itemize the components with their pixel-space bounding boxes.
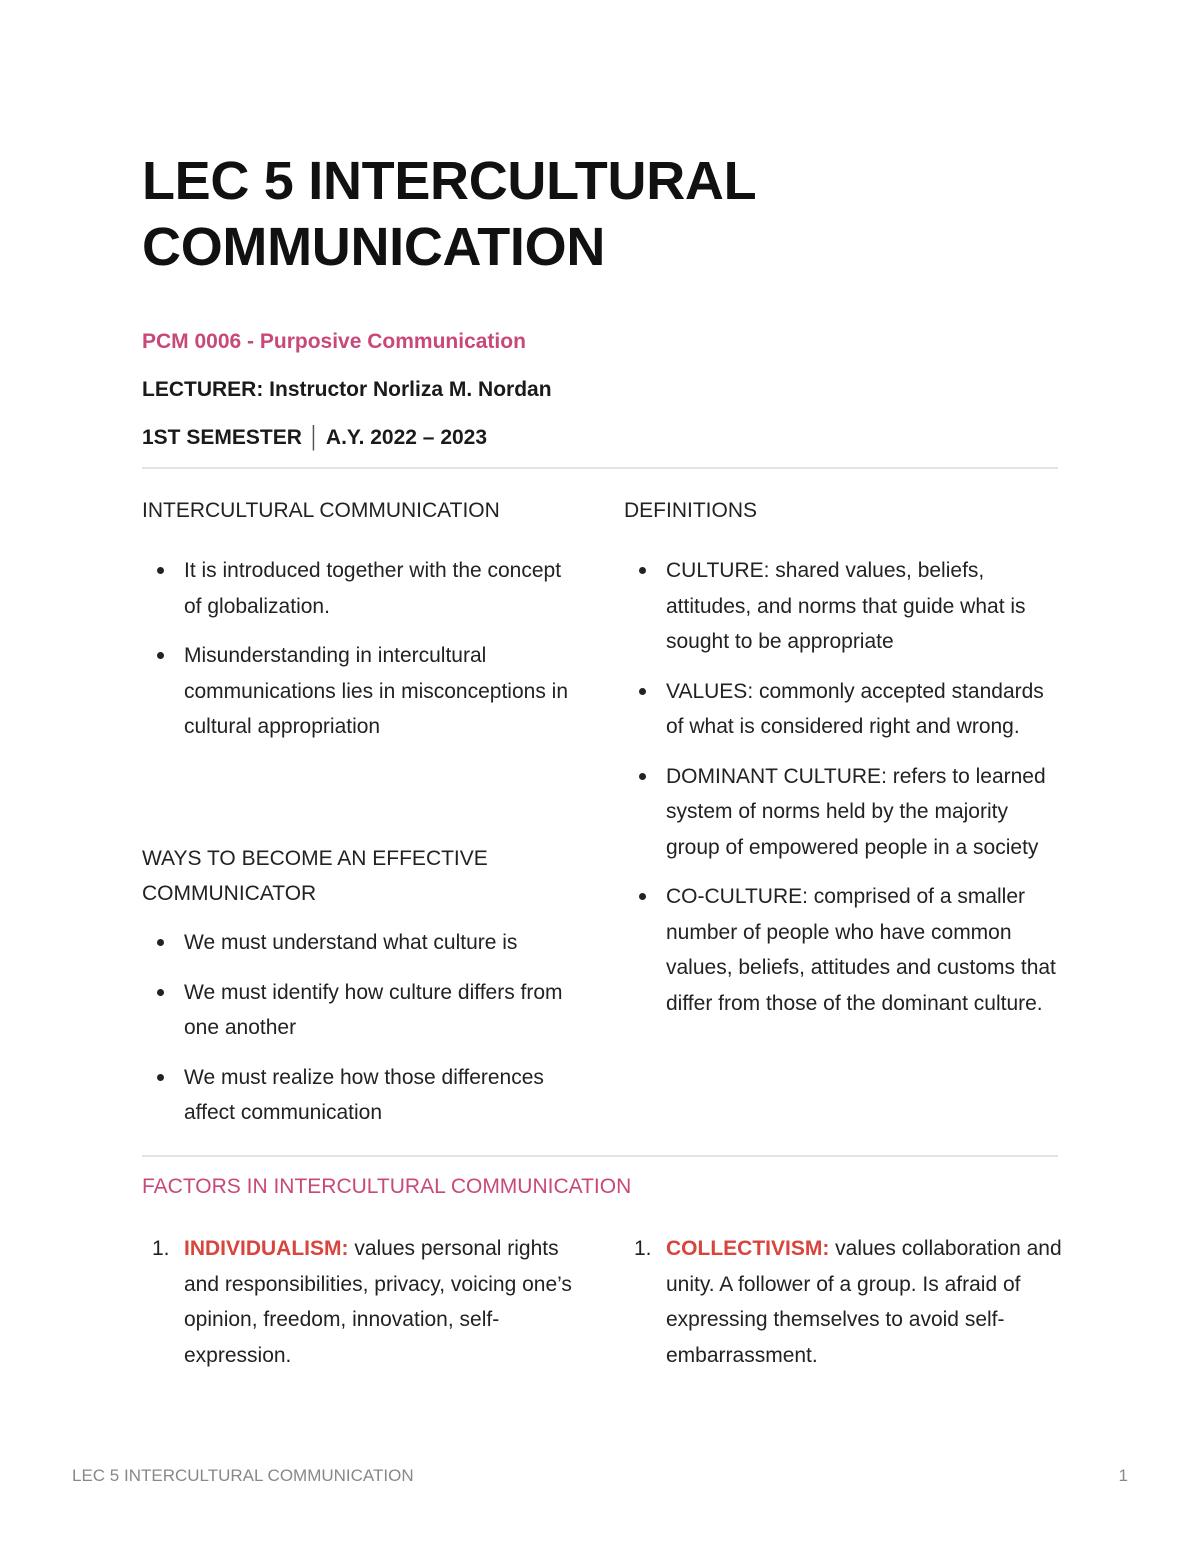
factor-description: values collaboration and unity. A follower of a group. Is afraid of expressing themselves to avoid self-embarrassment. [666, 1237, 1062, 1367]
factor-description: values personal rights and responsibilities, privacy, voicing one’s opinion, freedom, innovation, self- expression. [184, 1237, 572, 1367]
academic-year: A.Y. 2022 – 2023 [325, 426, 488, 449]
factor-collectivism [624, 1231, 1064, 1373]
divider [142, 467, 1058, 469]
factor-term: COLLECTIVISM: [666, 1237, 830, 1260]
section-heading-factors: FACTORS IN INTERCULTURAL COMMUNICATION [142, 1175, 632, 1198]
intercultural-list [142, 553, 582, 745]
section-heading-definitions: DEFINITIONS [624, 499, 758, 522]
divider [142, 1155, 1058, 1157]
list-item: We must identify how culture differs from one another [142, 975, 582, 1046]
factor-individualism [142, 1231, 582, 1373]
course-subject: PCM 0006 - Purposive Communication [142, 330, 526, 353]
factors-list-left [142, 1231, 582, 1373]
list-item: We must realize how those differences affect communication [142, 1060, 582, 1131]
list-number: 1. [634, 1237, 652, 1260]
list-item [624, 1231, 1064, 1373]
list-number: 1. [152, 1237, 170, 1260]
ways-list [142, 925, 582, 1131]
semester-line [142, 426, 487, 450]
semester-separator: │ [307, 426, 321, 449]
list-item: It is introduced together with the concept of globalization. [142, 553, 582, 624]
factors-list-right [624, 1231, 1064, 1373]
footer-title: LEC 5 INTERCULTURAL COMMUNICATION [72, 1466, 414, 1485]
definitions-section [624, 493, 1064, 1035]
lecturer-name: Instructor Norliza M. Nordan [269, 378, 552, 401]
lecturer-label: LECTURER: [142, 378, 264, 401]
lecturer-line [142, 378, 552, 402]
list-item: DOMINANT CULTURE: refers to learned system of norms held by the majority group of empowered people in a society [624, 759, 1064, 866]
list-item: Misunderstanding in intercultural communications lies in misconceptions in cultural appropriation [142, 638, 582, 745]
page-title: LEC 5 INTERCULTURAL COMMUNICATION [142, 151, 756, 277]
list-item: VALUES: commonly accepted standards of what is considered right and wrong. [624, 674, 1064, 745]
page-number: 1 [1118, 1466, 1128, 1485]
list-item [142, 1231, 582, 1373]
definitions-list [624, 553, 1064, 1021]
ways-section [142, 841, 582, 1145]
factor-term: INDIVIDUALISM: [184, 1237, 349, 1260]
section-heading-ways: WAYS TO BECOME AN EFFECTIVE COMMUNICATOR [142, 847, 488, 905]
intercultural-section [142, 493, 582, 759]
section-heading-intercultural: INTERCULTURAL COMMUNICATION [142, 499, 500, 522]
semester-label: 1ST SEMESTER [142, 426, 302, 449]
list-item: CULTURE: shared values, beliefs, attitudes, and norms that guide what is sought to be appropriate [624, 553, 1064, 660]
list-item: CO-CULTURE: comprised of a smaller number of people who have common values, beliefs, attitudes and customs that differ from those of the dominant culture. [624, 879, 1064, 1021]
list-item: We must understand what culture is [142, 925, 582, 961]
